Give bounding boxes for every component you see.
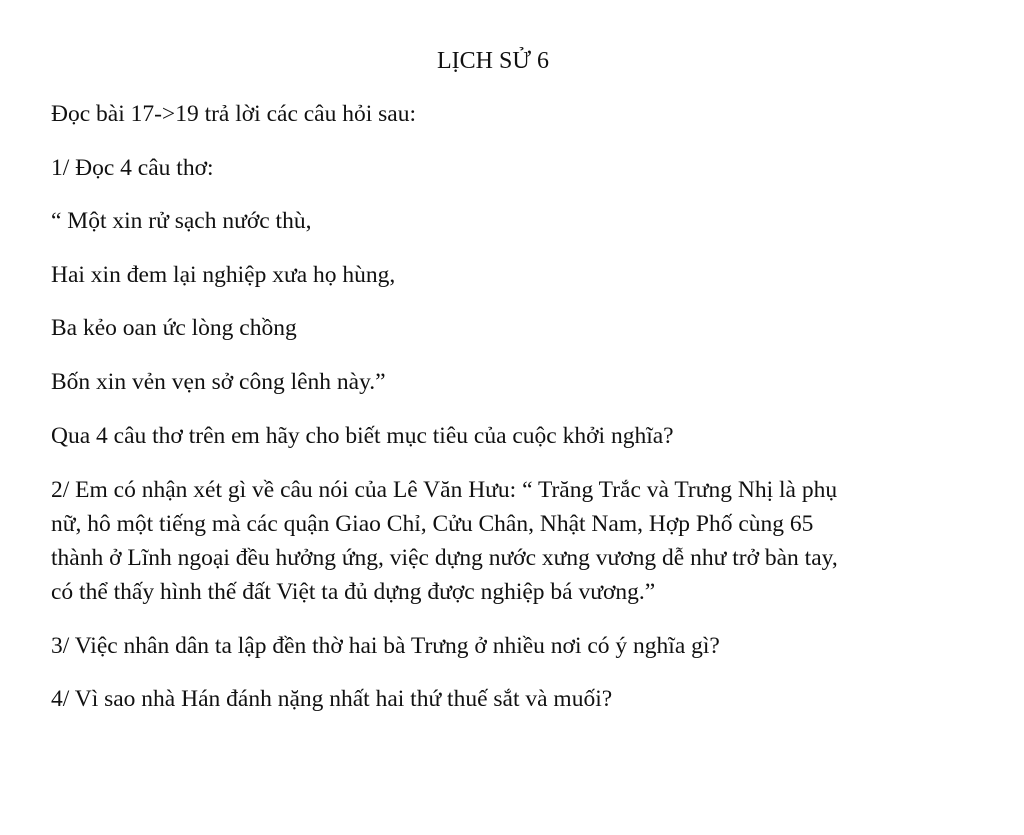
poem-line-2: Hai xin đem lại nghiệp xưa họ hùng, [51,262,396,288]
poem-line-4: Bốn xin vẻn vẹn sở công lênh này.” [51,369,386,395]
instruction-text: Đọc bài 17->19 trả lời các câu hỏi sau: [51,101,416,127]
poem-line-3: Ba kẻo oan ức lòng chồng [51,315,297,341]
poem-line-1: “ Một xin rử sạch nước thù, [51,208,312,234]
question-1-intro: 1/ Đọc 4 câu thơ: [51,155,214,181]
question-2-line-4: có thể thấy hình thế đất Việt ta đủ dựng được nghiệp bá vương.” [51,579,656,605]
document-title: LỊCH SỬ 6 [437,48,549,74]
question-2-line-2: nữ, hô một tiếng mà các quận Giao Chỉ, Cửu Chân, Nhật Nam, Hợp Phố cùng 65 [51,511,814,537]
question-2-line-3: thành ở Lĩnh ngoại đều hưởng ứng, việc dựng nước xưng vương dễ như trở bàn tay, [51,545,838,571]
question-4-text: 4/ Vì sao nhà Hán đánh nặng nhất hai thứ thuế sắt và muối? [51,686,613,712]
question-3-text: 3/ Việc nhân dân ta lập đền thờ hai bà Trưng ở nhiều nơi có ý nghĩa gì? [51,633,720,659]
question-2-paragraph [51,473,951,609]
question-1-text: Qua 4 câu thơ trên em hãy cho biết mục tiêu của cuộc khởi nghĩa? [51,423,674,449]
question-2-line-1: 2/ Em có nhận xét gì về câu nói của Lê Văn Hưu: “ Trăng Trắc và Trưng Nhị là phụ [51,477,838,503]
